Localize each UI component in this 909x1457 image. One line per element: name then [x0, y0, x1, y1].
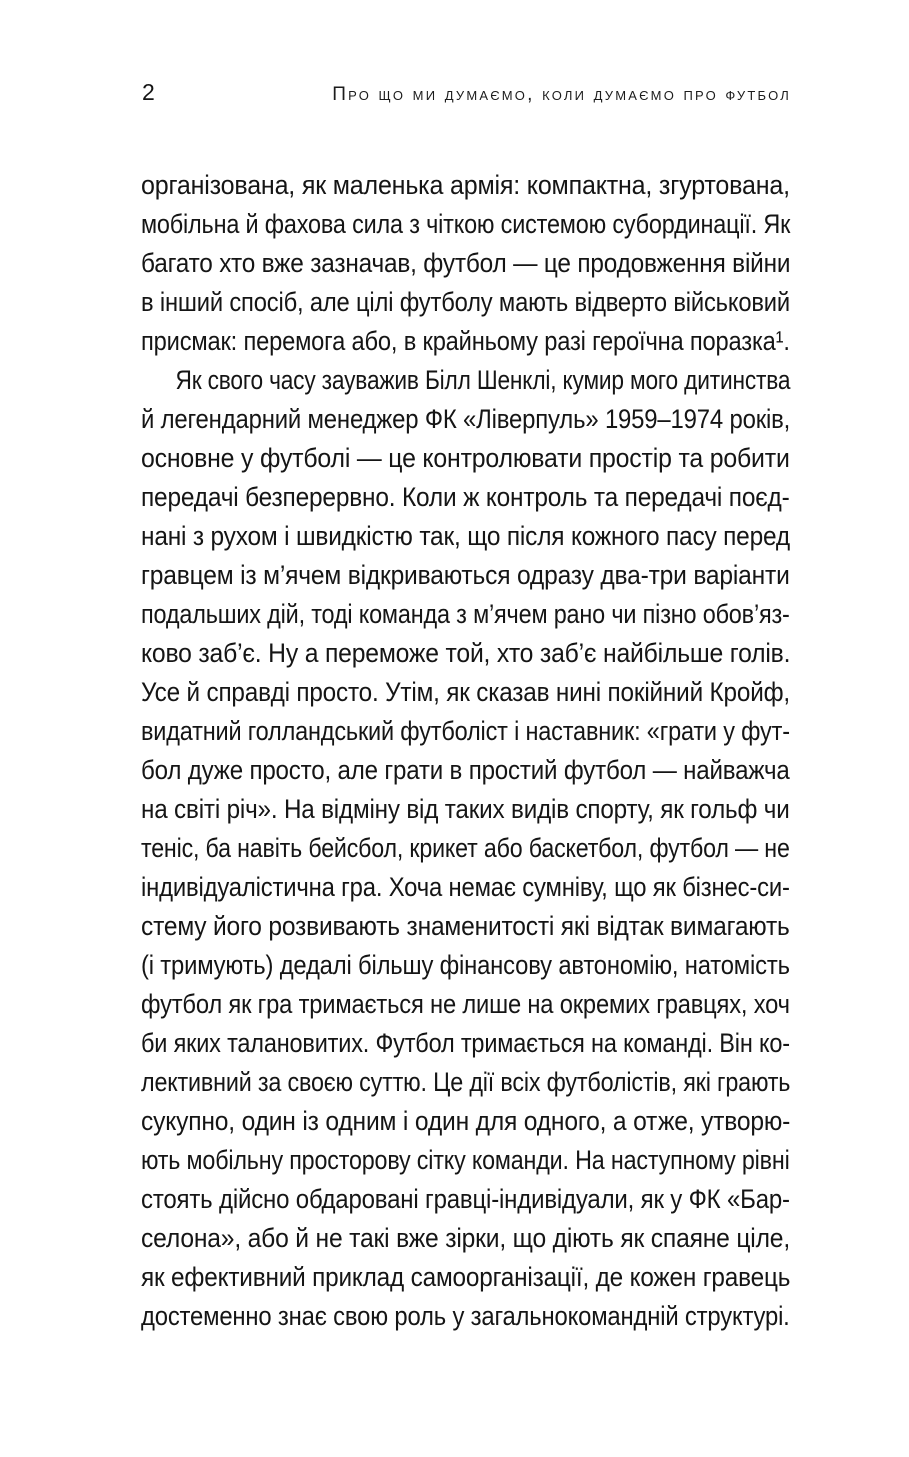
text-line: нані з рухом і швидкістю так, що після кожного пасу перед [141, 521, 790, 551]
text-line: передачі безперервно. Коли ж контроль та передачі поєд- [141, 482, 790, 512]
text-line: видатний голландський футболіст і наставник: «грати у фут- [141, 716, 790, 746]
text-line: основне у футболі — це контролювати простір та робити [141, 443, 790, 473]
text-line: теніс, ба навіть бейсбол, крикет або баскетбол, футбол — не [141, 833, 790, 863]
text-line: багато хто вже зазначав, футбол — це продовження війни [141, 248, 791, 278]
text-line: стоять дійсно обдаровані гравці-індивідуали, як у ФК «Бар- [141, 1184, 790, 1214]
page-number: 2 [142, 79, 156, 105]
text-line: Як свого часу зауважив Білл Шенклі, кумир мого дитинства [175, 365, 791, 395]
text-line: селона», або й не такі вже зірки, що діють як спаяне ціле, [141, 1223, 790, 1253]
text-line: гравцем із м’ячем відкриваються одразу два-три варіанти [141, 560, 790, 590]
text-line: подальших дій, тоді команда з м’ячем рано чи пізно обов’яз- [141, 599, 790, 629]
text-line: футбол як гра тримається не лише на окремих гравцях, хоч [141, 989, 790, 1019]
text-line: бол дуже просто, але грати в простий футбол — найважча [141, 755, 790, 785]
text-line: лективний за своєю суттю. Це дії всіх футболістів, які грають [141, 1067, 791, 1097]
text-line: (і тримують) дедалі більшу фінансову автономію, натомість [141, 950, 790, 980]
text-line: ково заб’є. Ну а переможе той, хто заб’є найбільше голів. [141, 638, 791, 668]
text-line: ють мобільну просторову сітку команди. На наступному рівні [141, 1145, 790, 1175]
text-line: мобільна й фахова сила з чіткою системою субординації. Як [141, 209, 791, 239]
text-line: в інший спосіб, але цілі футболу мають відверто військовий [141, 287, 790, 317]
text-line: би яких талановитих. Футбол тримається на команді. Він ко- [141, 1028, 790, 1058]
text-line: індивідуалістична гра. Хоча немає сумніву, що як бізнес-си- [141, 872, 790, 902]
text-line: присмак: перемога або, в крайньому разі героїчна поразка¹. [141, 326, 790, 356]
body-text-block [141, 166, 790, 1336]
text-line: достеменно знає свою роль у загальнокомандній структурі. [141, 1301, 790, 1331]
text-line: й легендарний менеджер ФК «Ліверпуль» 1959–1974 років, [141, 404, 791, 434]
text-line: Усе й справді просто. Утім, як сказав нині покійний Кройф, [141, 677, 790, 707]
running-header-title: Про що ми думаємо, коли думаємо про футбол [332, 84, 791, 105]
text-line: сукупно, один із одним і один для одного, а отже, утворю- [141, 1106, 791, 1136]
running-header [142, 76, 791, 108]
text-line: як ефективний приклад самоорганізації, де кожен гравець [141, 1262, 791, 1292]
text-line: організована, як маленька армія: компактна, згуртована, [141, 170, 790, 200]
text-line: стему його розвивають знаменитості які відтак вимагають [141, 911, 790, 941]
text-line: на світі річ». На відміну від таких видів спорту, як гольф чи [141, 794, 790, 824]
